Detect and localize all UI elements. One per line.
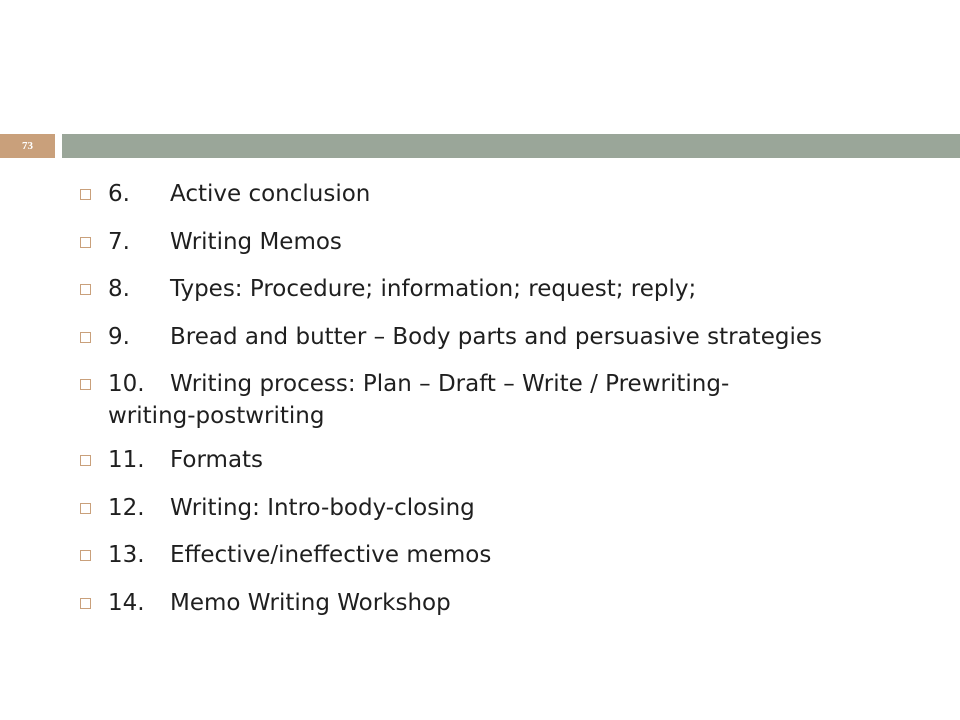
list-item [80,226,940,258]
item-number: 7. [108,228,130,255]
square-bullet-icon [80,189,91,200]
list-item [80,178,940,210]
item-text [108,368,729,432]
item-label: Active conclusion [170,181,371,207]
list-item [80,368,940,432]
item-text [108,444,263,476]
header-bar [62,134,960,158]
item-number: 12. [108,494,145,521]
item-number: 13. [108,542,145,568]
item-number: 14. [108,589,145,616]
item-number: 9. [108,323,130,350]
item-label: Writing: Intro-body-closing [170,494,475,521]
square-bullet-icon [80,332,91,343]
item-label: Writing process: Plan – Draft – Write / Prewriting- [170,371,730,397]
item-text [108,178,370,210]
square-bullet-icon [80,455,91,466]
square-bullet-icon [80,503,91,514]
item-label: Memo Writing Workshop [170,589,451,616]
item-text [108,321,822,353]
list-item [80,587,940,619]
item-label: Bread and butter – Body parts and persuasive strategies [170,323,822,350]
item-text [108,587,451,619]
square-bullet-icon [80,284,91,295]
item-text [108,226,342,258]
item-number: 11. [108,447,145,473]
square-bullet-icon [80,550,91,561]
list-item [80,444,940,476]
square-bullet-icon [80,237,91,248]
item-label: Effective/ineffective memos [170,542,492,568]
item-text [108,492,475,524]
item-number: 8. [108,276,130,302]
item-number: 6. [108,181,130,207]
square-bullet-icon [80,598,91,609]
page-number-badge: 73 [0,134,55,158]
item-text [108,273,696,305]
item-label: Formats [170,447,264,473]
square-bullet-icon [80,379,91,390]
bullet-list [80,178,940,634]
list-item [80,492,940,524]
item-label: Writing Memos [170,228,342,255]
item-text [108,539,491,571]
item-label: Types: Procedure; information; request; reply; [170,276,697,302]
item-label-continued: writing-postwriting [108,403,325,429]
item-first-line [108,368,729,400]
item-number: 10. [108,371,145,397]
list-item [80,321,940,353]
list-item [80,539,940,571]
list-item [80,273,940,305]
